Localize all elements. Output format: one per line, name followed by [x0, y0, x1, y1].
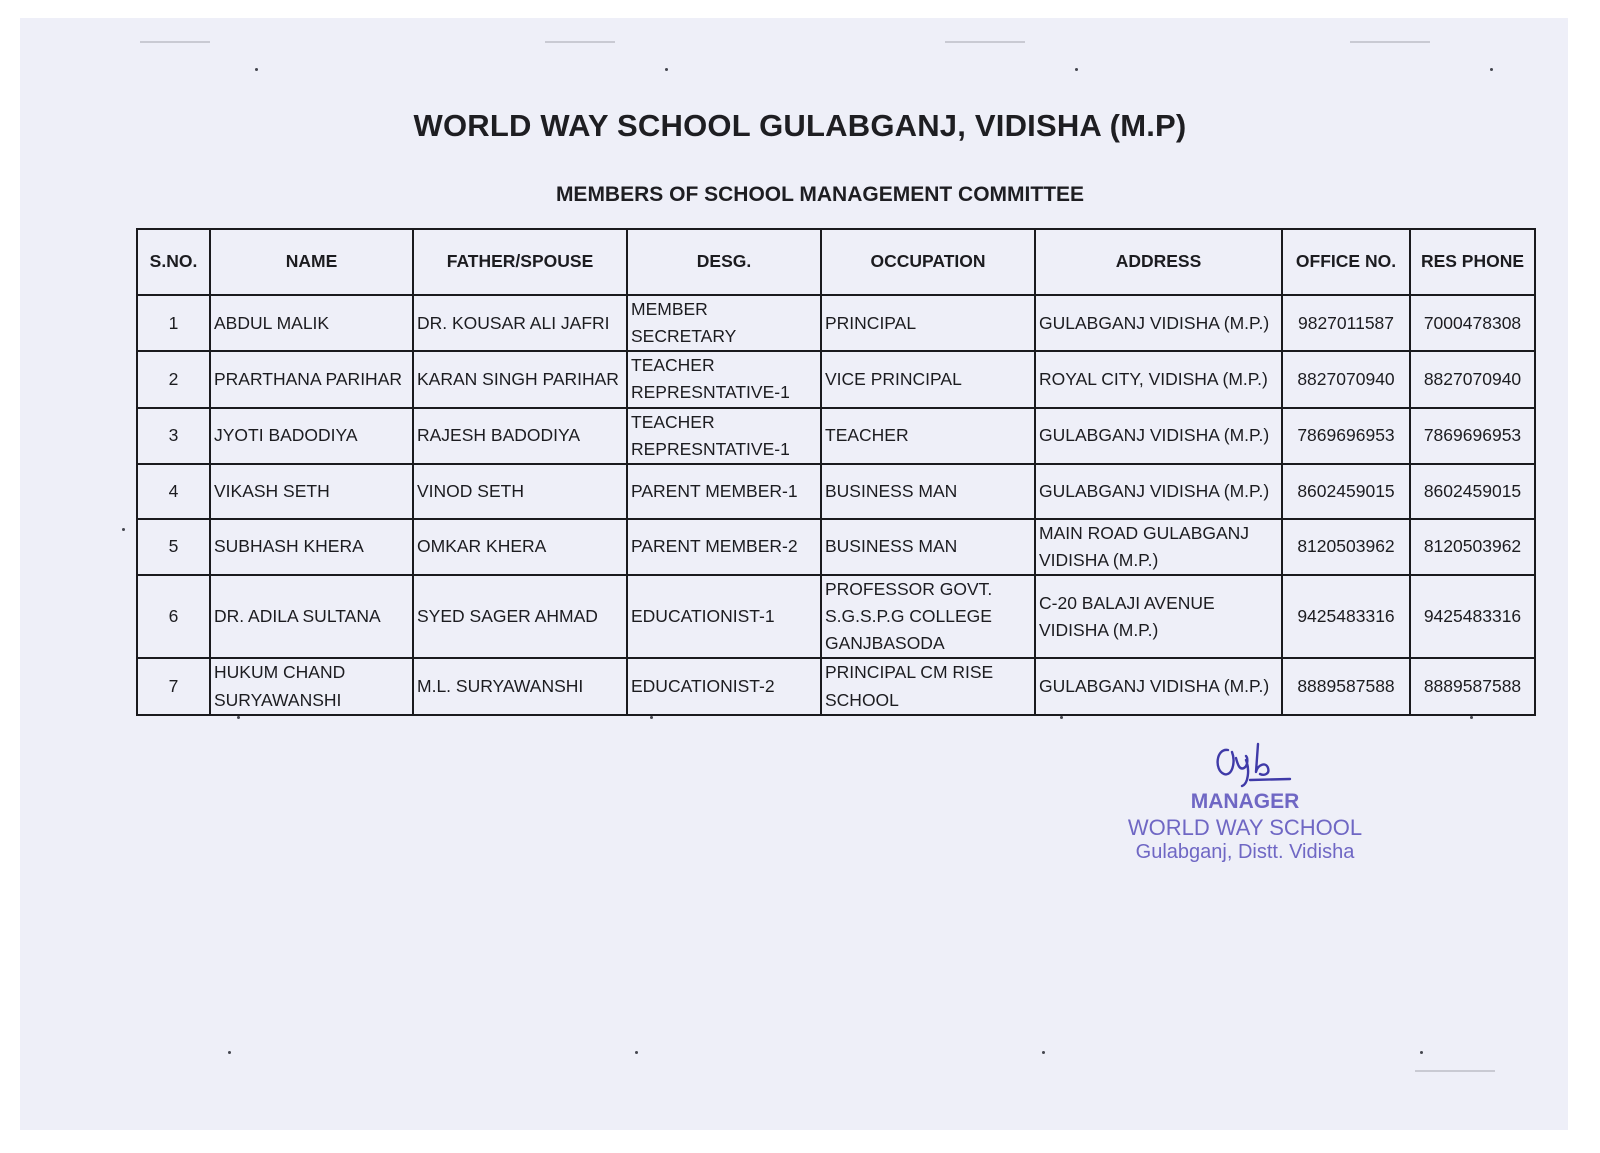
scan-speck: [1075, 68, 1078, 71]
table-header-row: [137, 229, 1535, 295]
cell-res-phone: 9425483316: [1410, 575, 1535, 658]
stamp-title: MANAGER: [1190, 790, 1300, 813]
cell-res-phone: 7000478308: [1410, 295, 1535, 351]
cell-sno: 1: [137, 295, 210, 351]
scan-mark: [1350, 41, 1430, 43]
scan-speck: [122, 528, 125, 531]
scan-mark: [1415, 1070, 1495, 1072]
scan-speck: [1420, 1051, 1423, 1054]
cell-res-phone: 8889587588: [1410, 658, 1535, 714]
cell-address: ROYAL CITY, VIDISHA (M.P.): [1035, 351, 1282, 407]
cell-res-phone: 8827070940: [1410, 351, 1535, 407]
cell-sno: 3: [137, 408, 210, 464]
scan-speck: [1490, 68, 1493, 71]
cell-name: VIKASH SETH: [210, 464, 413, 519]
cell-sno: 2: [137, 351, 210, 407]
table-row: [137, 658, 1535, 714]
cell-father-spouse: RAJESH BADODIYA: [413, 408, 627, 464]
committee-members-table: [136, 228, 1536, 716]
stamp-school: WORLD WAY SCHOOL: [1127, 814, 1363, 840]
cell-office-no: 8120503962: [1282, 519, 1410, 575]
cell-office-no: 8827070940: [1282, 351, 1410, 407]
header-occupation: OCCUPATION: [821, 229, 1035, 295]
cell-sno: 6: [137, 575, 210, 658]
cell-occupation: PROFESSOR GOVT. S.G.S.P.G COLLEGE GANJBASODA: [821, 575, 1035, 658]
cell-father-spouse: M.L. SURYAWANSHI: [413, 658, 627, 714]
scan-speck: [1470, 716, 1473, 719]
cell-occupation: TEACHER: [821, 408, 1035, 464]
cell-designation: EDUCATIONIST-2: [627, 658, 821, 714]
scan-speck: [237, 716, 240, 719]
cell-res-phone: 7869696953: [1410, 408, 1535, 464]
scan-speck: [635, 1051, 638, 1054]
cell-father-spouse: SYED SAGER AHMAD: [413, 575, 627, 658]
scan-speck: [650, 716, 653, 719]
table-row: [137, 519, 1535, 575]
header-designation: DESG.: [627, 229, 821, 295]
cell-occupation: PRINCIPAL: [821, 295, 1035, 351]
cell-office-no: 8889587588: [1282, 658, 1410, 714]
scan-speck: [255, 68, 258, 71]
header-father-spouse: FATHER/SPOUSE: [413, 229, 627, 295]
cell-sno: 7: [137, 658, 210, 714]
cell-res-phone: 8120503962: [1410, 519, 1535, 575]
scan-speck: [1042, 1051, 1045, 1054]
cell-name: JYOTI BADODIYA: [210, 408, 413, 464]
cell-father-spouse: VINOD SETH: [413, 464, 627, 519]
cell-designation: MEMBER SECRETARY: [627, 295, 821, 351]
cell-designation: TEACHER REPRESNTATIVE-1: [627, 351, 821, 407]
scan-speck: [1060, 716, 1063, 719]
cell-designation: PARENT MEMBER-1: [627, 464, 821, 519]
cell-address: GULABGANJ VIDISHA (M.P.): [1035, 408, 1282, 464]
cell-address: C-20 BALAJI AVENUE VIDISHA (M.P.): [1035, 575, 1282, 658]
cell-address: MAIN ROAD GULABGANJ VIDISHA (M.P.): [1035, 519, 1282, 575]
cell-office-no: 9827011587: [1282, 295, 1410, 351]
table-row: [137, 295, 1535, 351]
cell-address: GULABGANJ VIDISHA (M.P.): [1035, 658, 1282, 714]
cell-father-spouse: KARAN SINGH PARIHAR: [413, 351, 627, 407]
cell-name: PRARTHANA PARIHAR: [210, 351, 413, 407]
cell-office-no: 8602459015: [1282, 464, 1410, 519]
cell-occupation: VICE PRINCIPAL: [821, 351, 1035, 407]
cell-occupation: BUSINESS MAN: [821, 519, 1035, 575]
manager-stamp: [1100, 790, 1390, 864]
table-row: [137, 408, 1535, 464]
cell-sno: 4: [137, 464, 210, 519]
cell-designation: TEACHER REPRESNTATIVE-1: [627, 408, 821, 464]
table-row: [137, 351, 1535, 407]
manager-signature: [1210, 740, 1300, 792]
table-row: [137, 464, 1535, 519]
cell-office-no: 9425483316: [1282, 575, 1410, 658]
table-row: [137, 575, 1535, 658]
cell-designation: EDUCATIONIST-1: [627, 575, 821, 658]
cell-father-spouse: OMKAR KHERA: [413, 519, 627, 575]
document-title: WORLD WAY SCHOOL GULABGANJ, VIDISHA (M.P): [413, 108, 1187, 143]
document-subtitle: MEMBERS OF SCHOOL MANAGEMENT COMMITTEE: [555, 183, 1085, 206]
cell-designation: PARENT MEMBER-2: [627, 519, 821, 575]
cell-name: DR. ADILA SULTANA: [210, 575, 413, 658]
stamp-location: Gulabganj, Distt. Vidisha: [1135, 840, 1355, 863]
cell-sno: 5: [137, 519, 210, 575]
header-res-phone: RES PHONE: [1410, 229, 1535, 295]
scan-speck: [228, 1051, 231, 1054]
cell-office-no: 7869696953: [1282, 408, 1410, 464]
cell-name: SUBHASH KHERA: [210, 519, 413, 575]
cell-address: GULABGANJ VIDISHA (M.P.): [1035, 295, 1282, 351]
cell-name: HUKUM CHAND SURYAWANSHI: [210, 658, 413, 714]
header-address: ADDRESS: [1035, 229, 1282, 295]
header-name: NAME: [210, 229, 413, 295]
scan-mark: [140, 41, 210, 43]
header-office-no: OFFICE NO.: [1282, 229, 1410, 295]
cell-address: GULABGANJ VIDISHA (M.P.): [1035, 464, 1282, 519]
scan-mark: [945, 41, 1025, 43]
scan-speck: [665, 68, 668, 71]
cell-res-phone: 8602459015: [1410, 464, 1535, 519]
cell-name: ABDUL MALIK: [210, 295, 413, 351]
scan-mark: [545, 41, 615, 43]
cell-father-spouse: DR. KOUSAR ALI JAFRI: [413, 295, 627, 351]
header-sno: S.NO.: [137, 229, 210, 295]
cell-occupation: PRINCIPAL CM RISE SCHOOL: [821, 658, 1035, 714]
cell-occupation: BUSINESS MAN: [821, 464, 1035, 519]
